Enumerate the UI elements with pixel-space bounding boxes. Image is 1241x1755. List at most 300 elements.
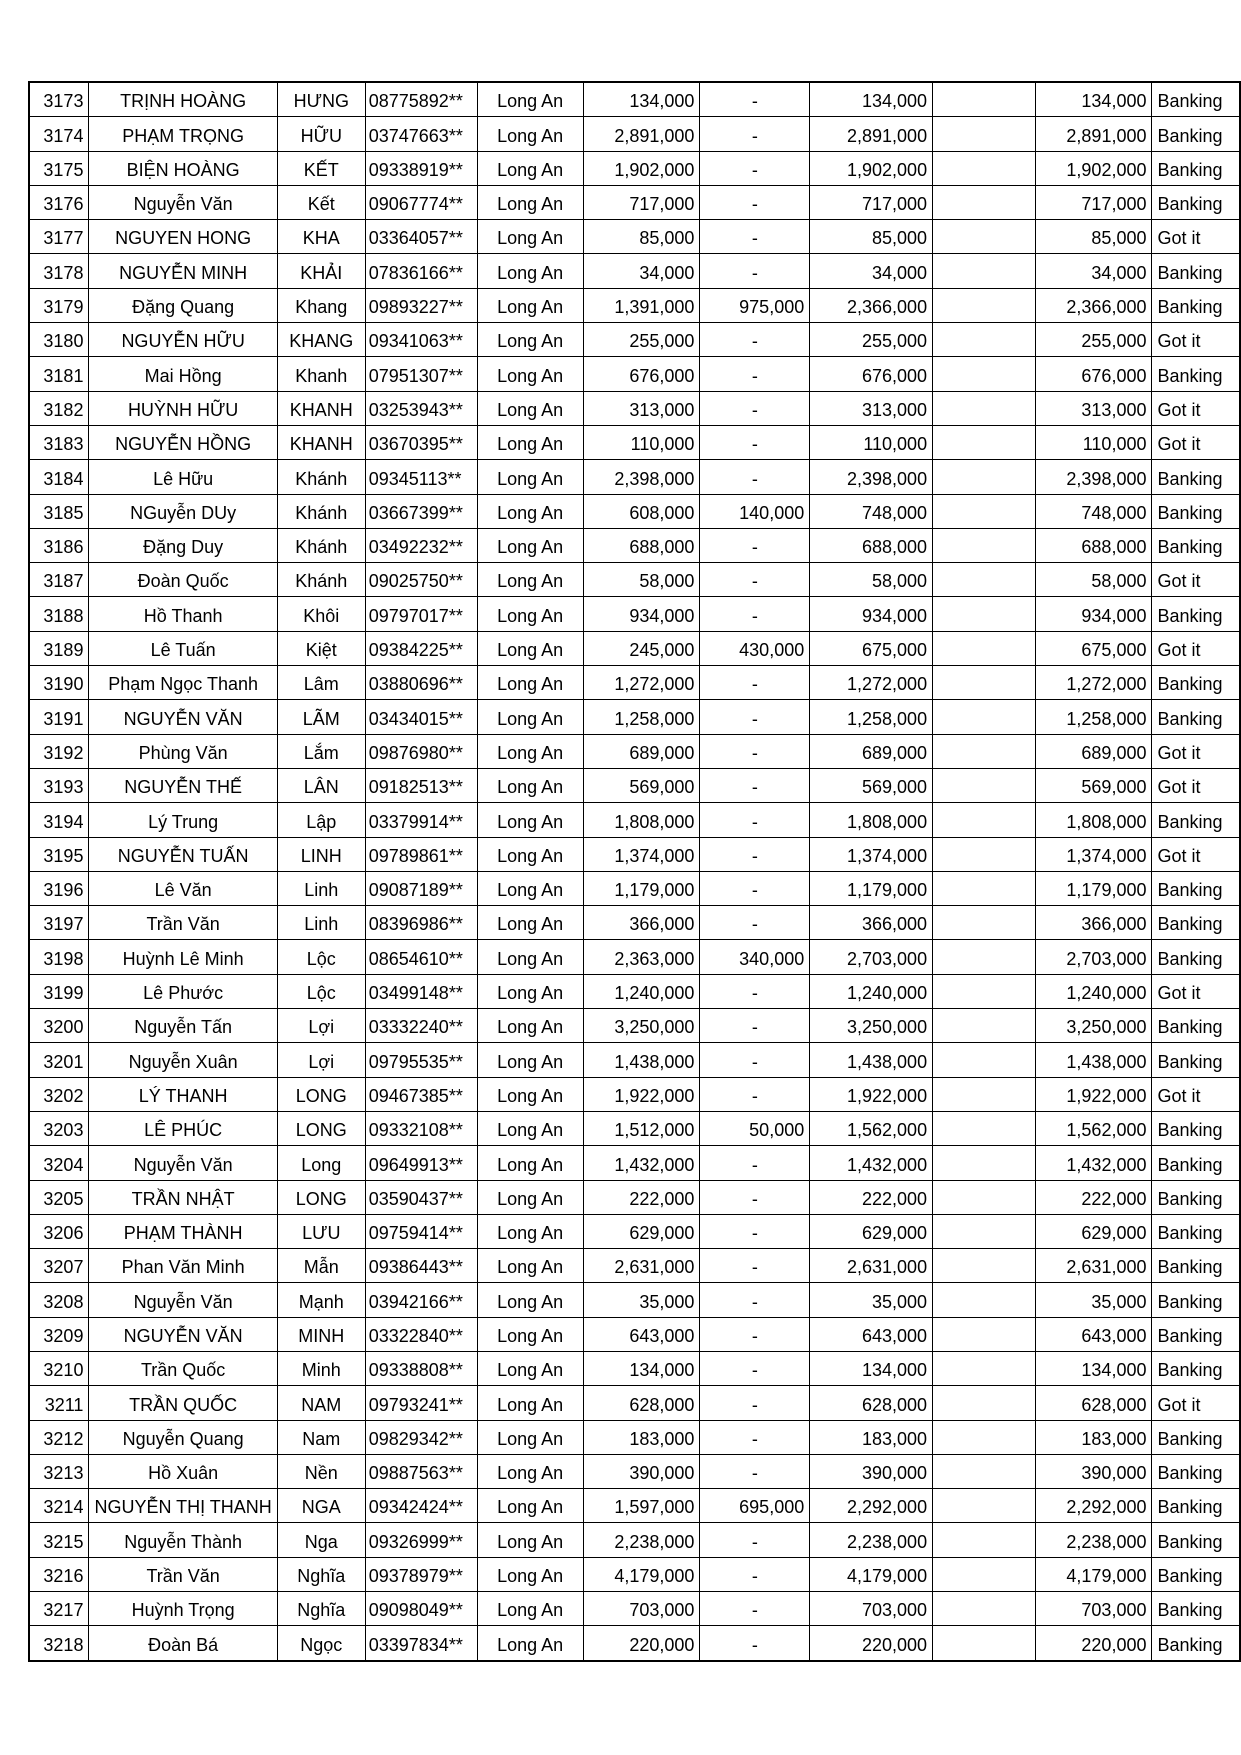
province-cell: Long An [477,1592,583,1626]
extra-amount-cell: - [700,1557,810,1591]
table-row [29,254,1240,288]
payment-method-cell: Banking [1152,1489,1240,1523]
family-name-cell: NGuyễn DUy [89,494,277,528]
province-cell: Long An [477,1009,583,1043]
given-name-cell: Khôi [277,597,365,631]
amount-cell: 1,258,000 [583,700,700,734]
extra-amount-cell: 340,000 [700,940,810,974]
amount-cell: 1,272,000 [583,666,700,700]
payment-method-cell: Banking [1152,1317,1240,1351]
province-cell: Long An [477,1077,583,1111]
subtotal-cell: 643,000 [810,1317,933,1351]
given-name-cell: LƯU [277,1214,365,1248]
total-cell: 183,000 [1035,1420,1152,1454]
total-cell: 390,000 [1035,1454,1152,1488]
blank-cell-cell [933,1317,1036,1351]
payment-method-cell: Banking [1152,1523,1240,1557]
row-number-cell: 3200 [29,1009,89,1043]
payment-method-cell: Banking [1152,1214,1240,1248]
subtotal-cell: 220,000 [810,1626,933,1661]
row-number-cell: 3195 [29,837,89,871]
blank-cell-cell [933,357,1036,391]
payment-method-cell: Banking [1152,185,1240,219]
family-name-cell: HUỲNH HỮU [89,391,277,425]
payment-method-cell: Banking [1152,1009,1240,1043]
subtotal-cell: 366,000 [810,906,933,940]
given-name-cell: Lộc [277,940,365,974]
phone-number-cell: 09345113** [365,460,477,494]
blank-cell-cell [933,734,1036,768]
subtotal-cell: 703,000 [810,1592,933,1626]
extra-amount-cell: - [700,528,810,562]
given-name-cell: Linh [277,906,365,940]
row-number-cell: 3175 [29,151,89,185]
province-cell: Long An [477,494,583,528]
given-name-cell: Khánh [277,460,365,494]
province-cell: Long An [477,151,583,185]
province-cell: Long An [477,940,583,974]
blank-cell-cell [933,1146,1036,1180]
blank-cell-cell [933,1626,1036,1661]
subtotal-cell: 629,000 [810,1214,933,1248]
amount-cell: 569,000 [583,768,700,802]
extra-amount-cell: - [700,254,810,288]
blank-cell-cell [933,185,1036,219]
given-name-cell: Linh [277,871,365,905]
row-number-cell: 3179 [29,288,89,322]
phone-number-cell: 03379914** [365,803,477,837]
phone-number-cell: 09182513** [365,768,477,802]
province-cell: Long An [477,528,583,562]
table-row [29,1317,1240,1351]
province-cell: Long An [477,837,583,871]
family-name-cell: NGUYỄN VĂN [89,700,277,734]
province-cell: Long An [477,1351,583,1385]
subtotal-cell: 134,000 [810,82,933,117]
amount-cell: 220,000 [583,1626,700,1661]
amount-cell: 717,000 [583,185,700,219]
amount-cell: 2,363,000 [583,940,700,974]
payment-method-cell: Banking [1152,1283,1240,1317]
amount-cell: 1,922,000 [583,1077,700,1111]
family-name-cell: LÊ PHÚC [89,1111,277,1145]
family-name-cell: NGUYỄN HỮU [89,323,277,357]
payment-method-cell: Got it [1152,768,1240,802]
amount-cell: 58,000 [583,563,700,597]
phone-number-cell: 09467385** [365,1077,477,1111]
given-name-cell: LONG [277,1111,365,1145]
subtotal-cell: 2,703,000 [810,940,933,974]
given-name-cell: Lâm [277,666,365,700]
province-cell: Long An [477,734,583,768]
blank-cell-cell [933,1592,1036,1626]
phone-number-cell: 09342424** [365,1489,477,1523]
table-row [29,460,1240,494]
row-number-cell: 3202 [29,1077,89,1111]
subtotal-cell: 2,891,000 [810,117,933,151]
blank-cell-cell [933,288,1036,322]
amount-cell: 629,000 [583,1214,700,1248]
extra-amount-cell: - [700,1283,810,1317]
total-cell: 1,808,000 [1035,803,1152,837]
blank-cell-cell [933,220,1036,254]
province-cell: Long An [477,391,583,425]
blank-cell-cell [933,528,1036,562]
province-cell: Long An [477,597,583,631]
subtotal-cell: 675,000 [810,631,933,665]
family-name-cell: Phùng Văn [89,734,277,768]
payment-method-cell: Got it [1152,631,1240,665]
amount-cell: 2,238,000 [583,1523,700,1557]
amount-cell: 1,902,000 [583,151,700,185]
phone-number-cell: 09386443** [365,1249,477,1283]
extra-amount-cell: - [700,1180,810,1214]
given-name-cell: KHANG [277,323,365,357]
given-name-cell: LINH [277,837,365,871]
blank-cell-cell [933,1420,1036,1454]
table-row [29,1592,1240,1626]
family-name-cell: Trần Văn [89,1557,277,1591]
amount-cell: 255,000 [583,323,700,357]
blank-cell-cell [933,768,1036,802]
row-number-cell: 3180 [29,323,89,357]
row-number-cell: 3197 [29,906,89,940]
subtotal-cell: 717,000 [810,185,933,219]
phone-number-cell: 03942166** [365,1283,477,1317]
table-row [29,528,1240,562]
amount-cell: 608,000 [583,494,700,528]
total-cell: 689,000 [1035,734,1152,768]
row-number-cell: 3212 [29,1420,89,1454]
row-number-cell: 3194 [29,803,89,837]
table-row [29,1180,1240,1214]
extra-amount-cell: - [700,1249,810,1283]
phone-number-cell: 03397834** [365,1626,477,1661]
province-cell: Long An [477,1454,583,1488]
payment-method-cell: Banking [1152,1592,1240,1626]
province-cell: Long An [477,974,583,1008]
extra-amount-cell: - [700,357,810,391]
subtotal-cell: 1,432,000 [810,1146,933,1180]
table-row [29,1351,1240,1385]
total-cell: 3,250,000 [1035,1009,1152,1043]
family-name-cell: NGUYỄN THẾ [89,768,277,802]
extra-amount-cell: 695,000 [700,1489,810,1523]
row-number-cell: 3213 [29,1454,89,1488]
phone-number-cell: 09098049** [365,1592,477,1626]
given-name-cell: MINH [277,1317,365,1351]
amount-cell: 2,631,000 [583,1249,700,1283]
row-number-cell: 3217 [29,1592,89,1626]
row-number-cell: 3203 [29,1111,89,1145]
total-cell: 1,438,000 [1035,1043,1152,1077]
province-cell: Long An [477,82,583,117]
row-number-cell: 3185 [29,494,89,528]
phone-number-cell: 09087189** [365,871,477,905]
extra-amount-cell: - [700,323,810,357]
total-cell: 2,292,000 [1035,1489,1152,1523]
phone-number-cell: 09789861** [365,837,477,871]
extra-amount-cell: 50,000 [700,1111,810,1145]
subtotal-cell: 222,000 [810,1180,933,1214]
payment-method-cell: Banking [1152,1111,1240,1145]
amount-cell: 1,597,000 [583,1489,700,1523]
extra-amount-cell: - [700,700,810,734]
row-number-cell: 3199 [29,974,89,1008]
subtotal-cell: 1,902,000 [810,151,933,185]
row-number-cell: 3193 [29,768,89,802]
province-cell: Long An [477,631,583,665]
payment-method-cell: Got it [1152,734,1240,768]
table-row [29,357,1240,391]
subtotal-cell: 1,922,000 [810,1077,933,1111]
total-cell: 688,000 [1035,528,1152,562]
family-name-cell: Lê Tuấn [89,631,277,665]
phone-number-cell: 09332108** [365,1111,477,1145]
payment-method-cell: Banking [1152,700,1240,734]
extra-amount-cell: - [700,1523,810,1557]
family-name-cell: Đặng Duy [89,528,277,562]
blank-cell-cell [933,425,1036,459]
amount-cell: 1,438,000 [583,1043,700,1077]
province-cell: Long An [477,803,583,837]
table-row [29,940,1240,974]
family-name-cell: Huỳnh Trọng [89,1592,277,1626]
family-name-cell: Lê Văn [89,871,277,905]
extra-amount-cell: - [700,1009,810,1043]
phone-number-cell: 03880696** [365,666,477,700]
subtotal-cell: 390,000 [810,1454,933,1488]
amount-cell: 366,000 [583,906,700,940]
subtotal-cell: 688,000 [810,528,933,562]
blank-cell-cell [933,494,1036,528]
table-row [29,220,1240,254]
given-name-cell: Khánh [277,563,365,597]
extra-amount-cell: - [700,1214,810,1248]
phone-number-cell: 09338808** [365,1351,477,1385]
row-number-cell: 3201 [29,1043,89,1077]
phone-number-cell: 09829342** [365,1420,477,1454]
total-cell: 1,179,000 [1035,871,1152,905]
province-cell: Long An [477,1626,583,1661]
phone-number-cell: 09793241** [365,1386,477,1420]
given-name-cell: NGA [277,1489,365,1523]
total-cell: 58,000 [1035,563,1152,597]
total-cell: 1,374,000 [1035,837,1152,871]
subtotal-cell: 628,000 [810,1386,933,1420]
family-name-cell: Đặng Quang [89,288,277,322]
payment-table [28,81,1241,1662]
table-row [29,563,1240,597]
amount-cell: 2,398,000 [583,460,700,494]
phone-number-cell: 09326999** [365,1523,477,1557]
given-name-cell: KHA [277,220,365,254]
table-row [29,1454,1240,1488]
given-name-cell: Mạnh [277,1283,365,1317]
amount-cell: 1,512,000 [583,1111,700,1145]
amount-cell: 390,000 [583,1454,700,1488]
amount-cell: 35,000 [583,1283,700,1317]
family-name-cell: NGUYỄN MINH [89,254,277,288]
subtotal-cell: 934,000 [810,597,933,631]
total-cell: 222,000 [1035,1180,1152,1214]
table-row [29,1009,1240,1043]
blank-cell-cell [933,82,1036,117]
given-name-cell: Lợi [277,1043,365,1077]
table-row [29,117,1240,151]
province-cell: Long An [477,1386,583,1420]
blank-cell-cell [933,940,1036,974]
blank-cell-cell [933,837,1036,871]
extra-amount-cell: - [700,1317,810,1351]
family-name-cell: Đoàn Bá [89,1626,277,1661]
table-row [29,1489,1240,1523]
total-cell: 134,000 [1035,82,1152,117]
table-row [29,1626,1240,1661]
subtotal-cell: 255,000 [810,323,933,357]
blank-cell-cell [933,1523,1036,1557]
subtotal-cell: 1,240,000 [810,974,933,1008]
province-cell: Long An [477,1523,583,1557]
table-row [29,288,1240,322]
row-number-cell: 3174 [29,117,89,151]
blank-cell-cell [933,323,1036,357]
blank-cell-cell [933,906,1036,940]
amount-cell: 34,000 [583,254,700,288]
family-name-cell: Nguyễn Quang [89,1420,277,1454]
payment-method-cell: Banking [1152,906,1240,940]
table-row [29,700,1240,734]
extra-amount-cell: - [700,1386,810,1420]
payment-method-cell: Banking [1152,1557,1240,1591]
payment-method-cell: Got it [1152,563,1240,597]
amount-cell: 643,000 [583,1317,700,1351]
phone-number-cell: 08396986** [365,906,477,940]
province-cell: Long An [477,1489,583,1523]
total-cell: 35,000 [1035,1283,1152,1317]
subtotal-cell: 1,808,000 [810,803,933,837]
total-cell: 85,000 [1035,220,1152,254]
province-cell: Long An [477,563,583,597]
row-number-cell: 3173 [29,82,89,117]
family-name-cell: NGUYỄN TUẤN [89,837,277,871]
payment-method-cell: Got it [1152,391,1240,425]
table-row [29,871,1240,905]
extra-amount-cell: - [700,1420,810,1454]
payment-method-cell: Banking [1152,1146,1240,1180]
total-cell: 1,272,000 [1035,666,1152,700]
total-cell: 934,000 [1035,597,1152,631]
blank-cell-cell [933,1214,1036,1248]
province-cell: Long An [477,700,583,734]
blank-cell-cell [933,871,1036,905]
extra-amount-cell: - [700,734,810,768]
subtotal-cell: 748,000 [810,494,933,528]
blank-cell-cell [933,974,1036,1008]
subtotal-cell: 1,374,000 [810,837,933,871]
amount-cell: 1,374,000 [583,837,700,871]
extra-amount-cell: - [700,666,810,700]
phone-number-cell: 03492232** [365,528,477,562]
amount-cell: 134,000 [583,1351,700,1385]
extra-amount-cell: - [700,391,810,425]
given-name-cell: KHANH [277,425,365,459]
phone-number-cell: 03322840** [365,1317,477,1351]
row-number-cell: 3209 [29,1317,89,1351]
province-cell: Long An [477,1317,583,1351]
payment-method-cell: Got it [1152,1077,1240,1111]
table-row [29,1386,1240,1420]
family-name-cell: Nguyễn Thành [89,1523,277,1557]
total-cell: 255,000 [1035,323,1152,357]
total-cell: 1,258,000 [1035,700,1152,734]
payment-method-cell: Banking [1152,1420,1240,1454]
subtotal-cell: 85,000 [810,220,933,254]
given-name-cell: Long [277,1146,365,1180]
subtotal-cell: 676,000 [810,357,933,391]
amount-cell: 1,179,000 [583,871,700,905]
payment-method-cell: Banking [1152,597,1240,631]
given-name-cell: Khanh [277,357,365,391]
payment-method-cell: Banking [1152,254,1240,288]
phone-number-cell: 09795535** [365,1043,477,1077]
extra-amount-cell: - [700,837,810,871]
total-cell: 2,631,000 [1035,1249,1152,1283]
blank-cell-cell [933,1077,1036,1111]
extra-amount-cell: - [700,803,810,837]
family-name-cell: Nguyễn Xuân [89,1043,277,1077]
extra-amount-cell: - [700,185,810,219]
payment-method-cell: Banking [1152,1249,1240,1283]
family-name-cell: Trần Quốc [89,1351,277,1385]
subtotal-cell: 4,179,000 [810,1557,933,1591]
total-cell: 703,000 [1035,1592,1152,1626]
extra-amount-cell: - [700,151,810,185]
payment-method-cell: Banking [1152,1043,1240,1077]
row-number-cell: 3176 [29,185,89,219]
province-cell: Long An [477,1283,583,1317]
amount-cell: 1,391,000 [583,288,700,322]
family-name-cell: NGUYEN HONG [89,220,277,254]
row-number-cell: 3183 [29,425,89,459]
province-cell: Long An [477,666,583,700]
phone-number-cell: 09887563** [365,1454,477,1488]
table-row [29,1283,1240,1317]
family-name-cell: Lê Hữu [89,460,277,494]
given-name-cell: LONG [277,1180,365,1214]
amount-cell: 1,808,000 [583,803,700,837]
blank-cell-cell [933,1283,1036,1317]
amount-cell: 110,000 [583,425,700,459]
family-name-cell: Phạm Ngọc Thanh [89,666,277,700]
province-cell: Long An [477,1557,583,1591]
amount-cell: 676,000 [583,357,700,391]
payment-method-cell: Banking [1152,1351,1240,1385]
given-name-cell: Lợi [277,1009,365,1043]
phone-number-cell: 03747663** [365,117,477,151]
amount-cell: 222,000 [583,1180,700,1214]
table-row [29,597,1240,631]
extra-amount-cell: - [700,974,810,1008]
table-row [29,631,1240,665]
given-name-cell: Ngọc [277,1626,365,1661]
amount-cell: 313,000 [583,391,700,425]
phone-number-cell: 09649913** [365,1146,477,1180]
family-name-cell: NGUYỄN HỒNG [89,425,277,459]
family-name-cell: Huỳnh Lê Minh [89,940,277,974]
province-cell: Long An [477,254,583,288]
blank-cell-cell [933,1489,1036,1523]
